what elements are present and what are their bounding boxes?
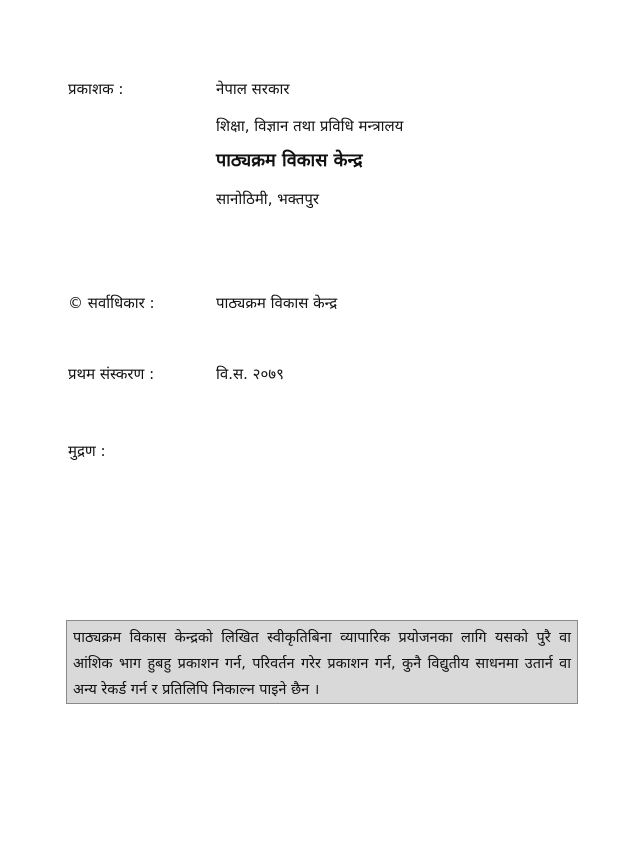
printing-label: मुद्रण : xyxy=(68,442,106,460)
copyright-label: © सर्वाधिकार : xyxy=(68,294,155,312)
publisher-centre: पाठ्यक्रम विकास केन्द्र xyxy=(216,150,363,171)
copyright-holder: पाठ्यक्रम विकास केन्द्र xyxy=(216,294,338,312)
publisher-ministry: शिक्षा, विज्ञान तथा प्रविधि मन्त्रालय xyxy=(216,117,404,135)
publisher-address: सानोठिमी, भक्तपुर xyxy=(216,190,320,208)
edition-label: प्रथम संस्करण : xyxy=(68,365,155,383)
copyright-notice-box: पाठ्यक्रम विकास केन्द्रको लिखित स्वीकृतिबिना व्यापारिक प्रयोजनका लागि यसको पुरै वा आंशिक भाग हुबहु प्रकाशन गर्न, परिवर्तन गरेर प्रकाशन गर्न, कुनै विद्युतीय साधनमा उतार्न वा अन्य रेकर्ड गर्न र प्रतिलिपि निकाल्न पाइने छैन । xyxy=(66,620,578,704)
publisher-government: नेपाल सरकार xyxy=(216,80,290,98)
edition-year: वि.स. २०७९ xyxy=(216,365,284,383)
publisher-label: प्रकाशक : xyxy=(68,80,124,98)
